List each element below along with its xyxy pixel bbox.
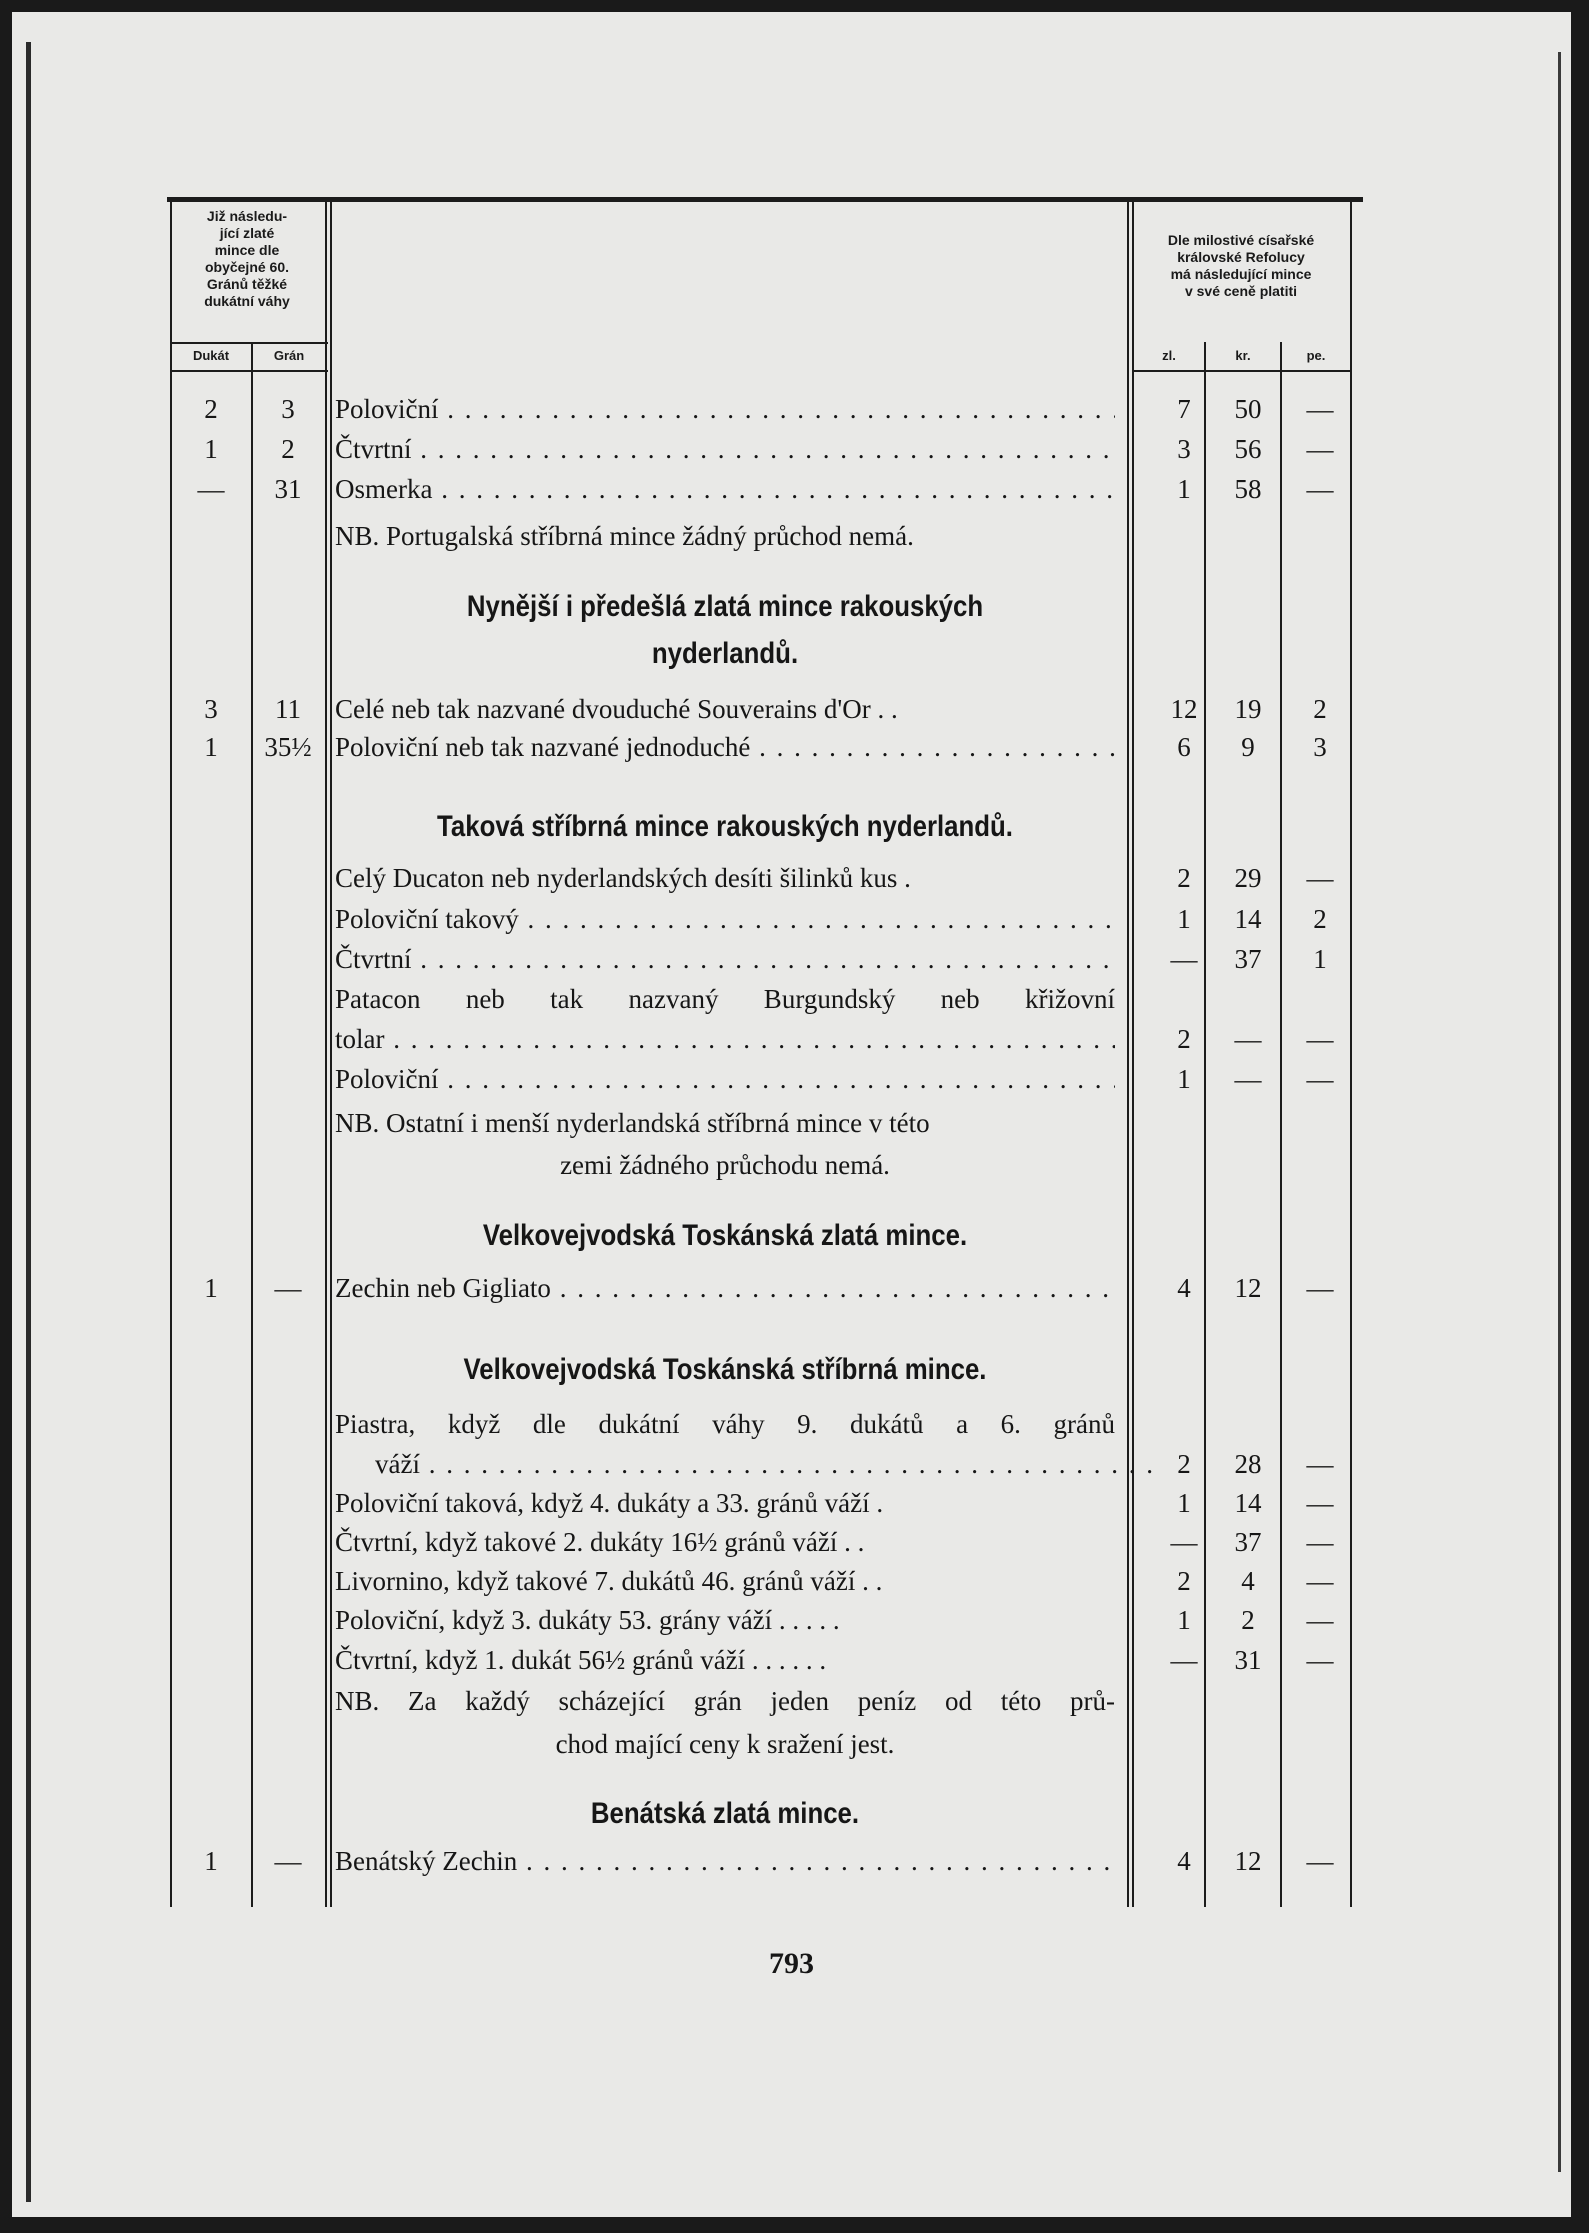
zl-cell: 1 (1177, 1605, 1191, 1635)
kr-cell: 37 (1234, 1527, 1262, 1557)
kr-cell: 12 (1234, 1273, 1262, 1303)
pe-cell: — (1306, 1488, 1334, 1518)
zl-cell: 7 (1177, 394, 1191, 424)
section-heading: Taková stříbrná mince rakouských nyderlandů. (437, 810, 1013, 843)
desc-cell: Zechin neb Gigliato . . . (335, 1273, 1115, 1303)
kr-cell: 4 (1241, 1566, 1255, 1596)
desc-cell: Poloviční . . . (335, 394, 1115, 424)
desc-cell: Poloviční neb tak nazvané jednoduché . . . (335, 732, 1115, 762)
kr-cell: 28 (1234, 1449, 1262, 1479)
zl-cell: 1 (1177, 1488, 1191, 1518)
desc-cell: Osmerka . . . (335, 474, 1115, 504)
gran-cell: 35½ (264, 732, 312, 762)
table-row-multiline (12, 980, 1571, 1018)
section-heading: Benátská zlatá mince. (590, 1797, 860, 1830)
pe-cell: 2 (1313, 904, 1327, 934)
desc-cell: Čtvrtní . . . (335, 434, 1115, 464)
dukat-cell: 1 (204, 732, 218, 762)
desc-cell: Poloviční, když 3. dukáty 53. grány váží . . . . . (335, 1605, 840, 1635)
dukat-cell: 1 (204, 434, 218, 464)
table-row-multiline (12, 1405, 1571, 1443)
dukat-cell: 1 (204, 1846, 218, 1876)
table-row (12, 859, 1571, 897)
zl-cell: 3 (1177, 434, 1191, 464)
zl-cell: 1 (1177, 904, 1191, 934)
table-row (12, 1060, 1571, 1098)
col-kr-header: kr. (1235, 348, 1251, 363)
table-row (12, 1842, 1571, 1880)
left-header-caption: Již následu- jící zlaté mince dle obyčejné 60. Gránů těžké dukátní váhy (204, 208, 290, 309)
page-number: 793 (769, 1947, 814, 1980)
zl-cell: 12 (1170, 694, 1198, 724)
pe-cell: — (1306, 394, 1334, 424)
zl-cell: 1 (1177, 474, 1191, 504)
zl-cell: 2 (1177, 1566, 1191, 1596)
zl-cell: 2 (1177, 1449, 1191, 1479)
desc-cell: Čtvrtní, když takové 2. dukáty 16½ gránů váží . . (335, 1527, 865, 1557)
kr-cell: 37 (1234, 944, 1262, 974)
note-text-line1: NB. Za každý scházející grán jeden peníz od této prů- (335, 1686, 1115, 1716)
kr-cell: 29 (1234, 863, 1262, 893)
top-rule (167, 197, 1363, 202)
pe-cell: — (1306, 1605, 1334, 1635)
table-row (12, 900, 1571, 938)
zl-cell: 2 (1177, 863, 1191, 893)
col-zl-header: zl. (1162, 348, 1176, 363)
pe-cell: — (1306, 863, 1334, 893)
note-text-line2: zemi žádného průchodu nemá. (560, 1150, 890, 1180)
zl-cell: 4 (1177, 1273, 1191, 1303)
rule-right-subheader (1132, 370, 1350, 372)
desc-cell: Poloviční taková, když 4. dukáty a 33. gránů váží . (335, 1488, 884, 1518)
gran-cell: 3 (281, 394, 295, 424)
table-row (12, 1601, 1571, 1639)
desc-cell: Čtvrtní, když 1. dukát 56½ gránů váží . . . . . . (335, 1645, 827, 1675)
desc-cell: Celé neb tak nazvané dvouduché Souverains d'Or . . (335, 694, 898, 724)
desc-cell: Poloviční . . . (335, 1064, 1115, 1094)
pe-cell: — (1306, 1273, 1334, 1303)
desc-cell-line1: Patacon neb tak nazvaný Burgundský neb křižovní (335, 984, 1115, 1014)
pe-cell: — (1306, 1527, 1334, 1557)
kr-cell: 50 (1234, 394, 1262, 424)
desc-cell-line2: váží . . . (375, 1449, 1155, 1479)
desc-cell-line2: tolar . . . (335, 1024, 1115, 1054)
zl-cell: — (1170, 1527, 1198, 1557)
desc-cell: Benátský Zechin . . . (335, 1846, 1115, 1876)
table-row (12, 940, 1571, 978)
table-row (12, 1445, 1571, 1483)
pe-cell: — (1306, 1449, 1334, 1479)
gran-cell: 31 (274, 474, 302, 504)
col-gran-header: Grán (273, 348, 305, 363)
note-row (12, 1146, 1571, 1184)
kr-cell: 9 (1241, 732, 1255, 762)
kr-cell: — (1234, 1064, 1262, 1094)
section-heading: Velkovejvodská Toskánská zlatá mince. (482, 1219, 968, 1252)
zl-cell: 4 (1177, 1846, 1191, 1876)
note-text-line2: chod mající ceny k sražení jest. (555, 1729, 895, 1759)
table-row (12, 1641, 1571, 1679)
kr-cell: 14 (1234, 904, 1262, 934)
gran-cell: 2 (281, 434, 295, 464)
note-row (12, 1725, 1571, 1763)
table-row (12, 390, 1571, 428)
table-row (12, 1269, 1571, 1307)
desc-cell: Livornino, když takové 7. dukátů 46. gránů váží . . (335, 1566, 883, 1596)
dukat-cell: 3 (204, 694, 218, 724)
section-heading: Nynější i předešlá zlatá mince rakouských (466, 590, 984, 623)
note-row (12, 517, 1571, 555)
table-row (12, 1484, 1571, 1522)
gran-cell: — (274, 1846, 302, 1876)
pe-cell: — (1306, 1645, 1334, 1675)
dukat-cell: — (197, 474, 225, 504)
zl-cell: 1 (1177, 1064, 1191, 1094)
kr-cell: 56 (1234, 434, 1262, 464)
pe-cell: — (1306, 1064, 1334, 1094)
pe-cell: 2 (1313, 694, 1327, 724)
table-row (12, 1020, 1571, 1058)
desc-cell: Celý Ducaton neb nyderlandských desíti šilinků kus . (335, 863, 911, 893)
kr-cell: — (1234, 1024, 1262, 1054)
rule-left-subheader (170, 370, 328, 372)
table-row (12, 1562, 1571, 1600)
table-row (12, 690, 1571, 728)
desc-cell: Poloviční takový . . . (335, 904, 1115, 934)
dukat-cell: 1 (204, 1273, 218, 1303)
note-text: NB. Portugalská stříbrná mince žádný průchod nemá. (335, 521, 914, 551)
kr-cell: 31 (1234, 1645, 1262, 1675)
table-row (12, 728, 1571, 766)
pe-cell: — (1306, 434, 1334, 464)
zl-cell: 6 (1177, 732, 1191, 762)
table-row (12, 1523, 1571, 1561)
pe-cell: — (1306, 1566, 1334, 1596)
section-heading: Velkovejvodská Toskánská stříbrná mince. (463, 1353, 987, 1386)
note-row (12, 1682, 1571, 1720)
zl-cell: 2 (1177, 1024, 1191, 1054)
page-scan (12, 12, 1571, 2217)
gran-cell: 11 (275, 694, 301, 724)
kr-cell: 14 (1234, 1488, 1262, 1518)
kr-cell: 2 (1241, 1605, 1255, 1635)
pe-cell: 1 (1313, 944, 1327, 974)
pe-cell: 3 (1313, 732, 1327, 762)
zl-cell: — (1170, 944, 1198, 974)
table-row (12, 470, 1571, 508)
note-row (12, 1104, 1571, 1142)
pe-cell: — (1306, 1024, 1334, 1054)
desc-cell: Čtvrtní . . . (335, 944, 1115, 974)
dukat-cell: 2 (204, 394, 218, 424)
pe-cell: — (1306, 1846, 1334, 1876)
kr-cell: 58 (1234, 474, 1262, 504)
pe-cell: — (1306, 474, 1334, 504)
zl-cell: — (1170, 1645, 1198, 1675)
kr-cell: 19 (1234, 694, 1262, 724)
col-dukat-header: Dukát (192, 348, 230, 363)
note-text-line1: NB. Ostatní i menší nyderlandská stříbrná mince v této (335, 1108, 930, 1138)
kr-cell: 12 (1234, 1846, 1262, 1876)
col-pe-header: pe. (1306, 348, 1326, 363)
right-header-caption: Dle milostivé císařské královské Refolucy má následující mince v své ceně platiti (1167, 232, 1315, 299)
section-heading-cont: nyderlandů. (651, 637, 799, 670)
table-row (12, 430, 1571, 468)
desc-cell-line1: Piastra, když dle dukátní váhy 9. dukátů a 6. gránů (335, 1409, 1115, 1439)
gran-cell: — (274, 1273, 302, 1303)
rule-left-header (170, 342, 328, 344)
